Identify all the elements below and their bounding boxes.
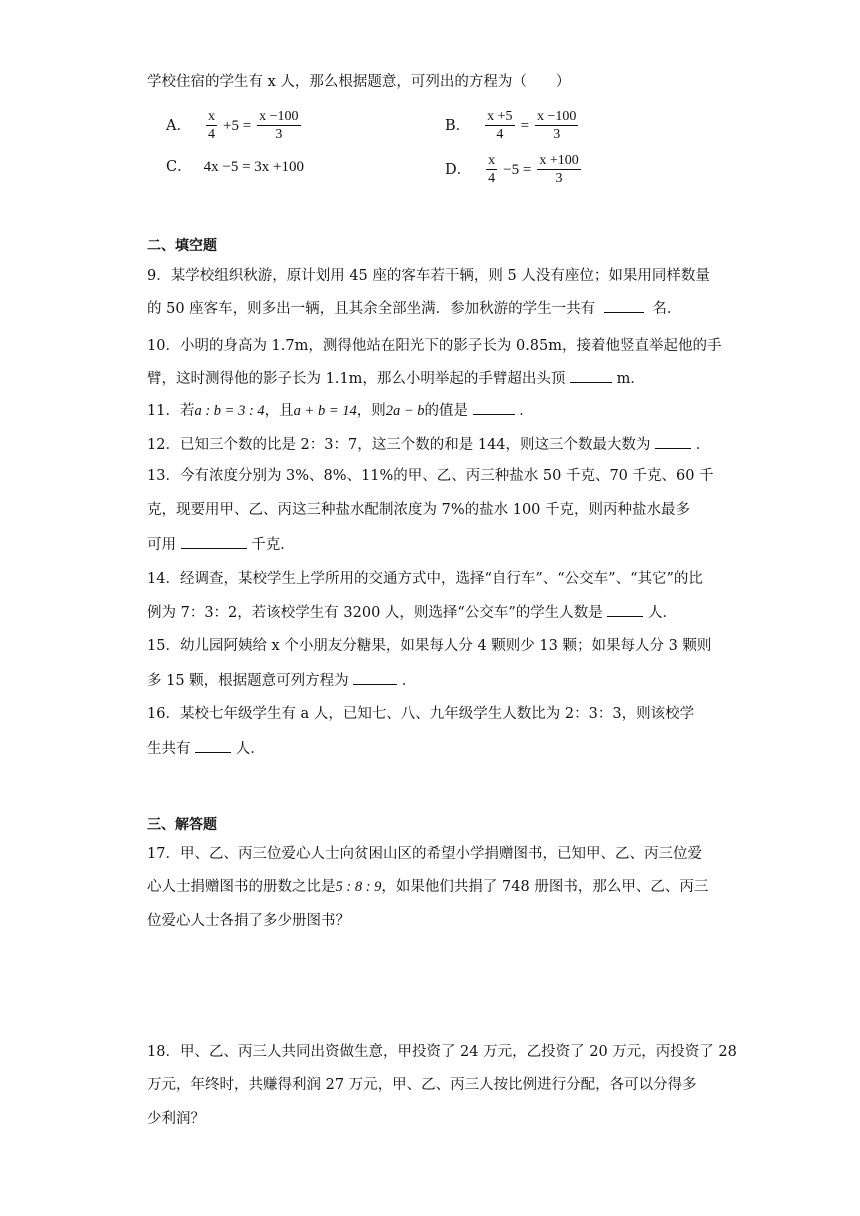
q16-line1: 16．某校七年级学生有 a 人，已知七、八、九年级学生人数比为 2：3：3，则该校学 xyxy=(147,706,695,722)
option-a-equation: $\frac{x}{4}$ +5 = $\frac{x -100}{3}$ xyxy=(207,109,299,142)
section-title-solve: 三、解答题 xyxy=(147,817,217,833)
q17-line1: 17．甲、乙、丙三位爱心人士向贫困山区的希望小学捐赠图书，已知甲、乙、丙三位爱 xyxy=(147,846,702,862)
q14-line1: 14．经调查，某校学生上学所用的交通方式中，选择“自行车”、“公交车”、“其它”的比 xyxy=(147,571,703,587)
q8-option-d[interactable]: D． $\frac{x}{4}$ −5 = $\frac{x +100}{3}$ xyxy=(445,152,584,187)
answer-blank[interactable] xyxy=(570,368,612,383)
q10-line2: 臂，这时测得他的影子长为 1.1m，那么小明举起的手臂超出头顶 m． xyxy=(147,368,645,389)
q18-line1: 18．甲、乙、丙三人共同出资做生意，甲投资了 24 万元，乙投资了 20 万元，丙投资了 28 xyxy=(147,1044,737,1060)
q17-line2: 心人士捐赠图书的册数之比是5 : 8 : 9，如果他们共捐了 748 册图书，那么甲、乙、丙三 xyxy=(147,879,709,895)
q8-option-c[interactable]: C． 4x −5 = 3x +100 xyxy=(166,159,304,175)
answer-blank[interactable] xyxy=(181,534,247,549)
q17-line3: 位爱心人士各捐了多少册图书？ xyxy=(147,913,350,929)
q15-line1: 15．幼儿园阿姨给 x 个小朋友分糖果，如果每人分 4 颗则少 13 颗；如果每人分 3 颗则 xyxy=(147,638,712,654)
q10-line1: 10．小明的身高为 1.7m，测得他站在阳光下的影子长为 0.85m，接着他竖直举起他的手 xyxy=(147,338,722,354)
q11: 11．若a : b = 3 : 4，且a + b = 14，则2a − b的值是 ． xyxy=(147,400,534,421)
option-c-equation: 4x −5 = 3x +100 xyxy=(203,159,304,175)
answer-blank[interactable] xyxy=(604,298,644,313)
q16-line2: 生共有 人． xyxy=(147,738,265,759)
answer-blank[interactable] xyxy=(473,400,515,415)
q15-line2: 多 15 颗，根据题意可列方程为 ． xyxy=(147,670,416,691)
q18-line3: 少利润？ xyxy=(147,1111,205,1127)
q9-line2: 的 50 座客车，则多出一辆，且其余全部坐满．参加秋游的学生一共有 名． xyxy=(147,298,681,319)
q13-line3: 可用 千克． xyxy=(147,534,295,555)
q8-option-b[interactable]: B． $\frac{x +5}{4}$ = $\frac{x -100}{3}$ xyxy=(445,108,581,143)
q13-line2: 克，现要用甲、乙、丙这三种盐水配制浓度为 7%的盐水 100 千克，则丙种盐水最多 xyxy=(147,502,691,518)
option-b-equation: $\frac{x +5}{4}$ = $\frac{x -100}{3}$ xyxy=(487,109,577,142)
q8-stem: 学校住宿的学生有 x 人，那么根据题意，可列出的方程为（ ） xyxy=(147,74,571,90)
answer-blank[interactable] xyxy=(655,434,691,449)
answer-blank[interactable] xyxy=(195,738,231,753)
section-title-fill-blank: 二、填空题 xyxy=(147,238,217,254)
q14-line2: 例为 7：3：2，若该校学生有 3200 人，则选择“公交车”的学生人数是 人． xyxy=(147,602,677,623)
q12: 12．已知三个数的比是 2：3：7，这三个数的和是 144，则这三个数最大数为 ． xyxy=(147,434,710,455)
q13-line1: 13．今有浓度分别为 3%、8%、11%的甲、乙、丙三种盐水 50 千克、70 千克、60 千 xyxy=(147,468,714,484)
option-d-equation: $\frac{x}{4}$ −5 = $\frac{x +100}{3}$ xyxy=(488,153,579,186)
q18-line2: 万元，年终时，共赚得利润 27 万元，甲、乙、丙三人按比例进行分配，各可以分得多 xyxy=(147,1077,697,1093)
q9-line1: 9．某学校组织秋游，原计划用 45 座的客车若干辆，则 5 人没有座位；如果用同样数量 xyxy=(147,268,710,284)
answer-blank[interactable] xyxy=(607,602,643,617)
answer-blank[interactable] xyxy=(353,670,397,685)
q8-option-a[interactable]: A． $\frac{x}{4}$ +5 = $\frac{x -100}{3}$ xyxy=(166,108,304,143)
